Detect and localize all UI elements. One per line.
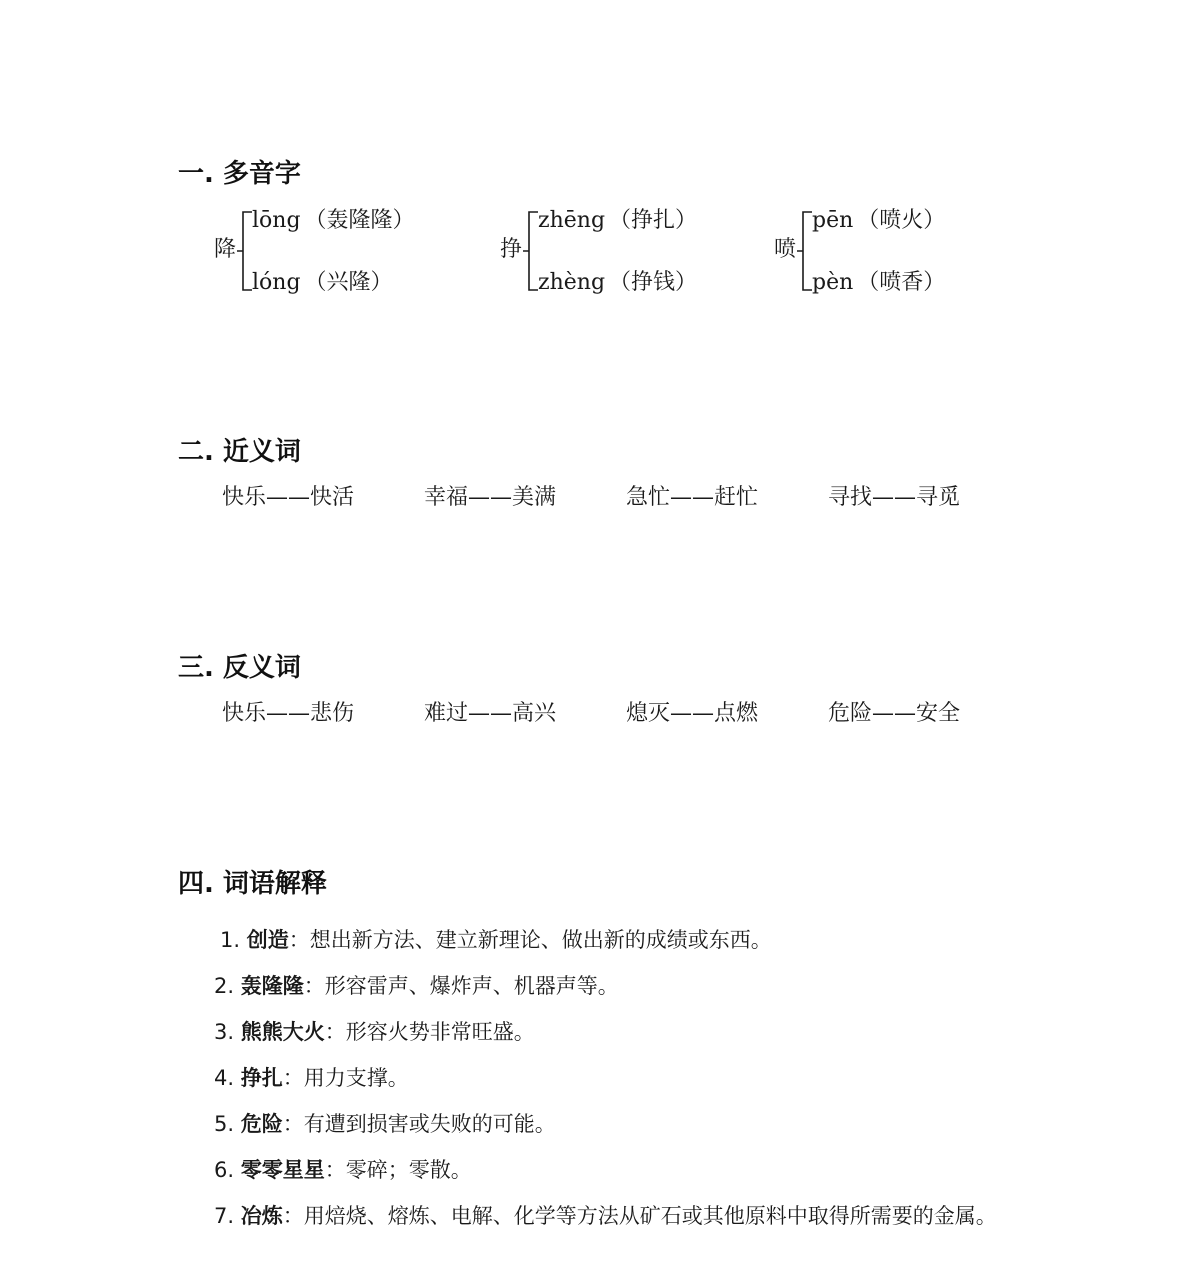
synonym-pair: 快乐——快活: [222, 485, 355, 510]
definition-text: ：形容雷声、爆炸声、机器声等。: [303, 974, 619, 998]
polyphonic-reading: pèn （喷香）: [812, 270, 946, 295]
antonym-pair: 危险——安全: [828, 701, 961, 726]
antonym-pair: 熄灭——点燃: [626, 701, 759, 726]
polyphonic-char: 降: [214, 237, 237, 262]
definition-item: 7. 冶炼：用焙烧、熔炼、电解、化学等方法从矿石或其他原料中取得所需要的金属。: [214, 1204, 997, 1228]
definition-term: 挣扎: [240, 1066, 283, 1090]
section-title-polyphonic: 一. 多音字: [178, 159, 301, 189]
section-title-definitions: 四. 词语解释: [178, 869, 327, 899]
definition-item: 2. 轰隆隆：形容雷声、爆炸声、机器声等。: [214, 974, 619, 998]
definition-item: 1. 创造：想出新方法、建立新理论、做出新的成绩或东西。: [220, 928, 772, 952]
polyphonic-reading: lóng （兴隆）: [252, 270, 393, 295]
definition-item: 5. 危险：有遭到损害或失败的可能。: [214, 1112, 556, 1136]
antonym-pair: 难过——高兴: [424, 701, 557, 726]
definition-term: 危险: [240, 1112, 283, 1136]
definition-term: 冶炼: [240, 1204, 283, 1228]
antonym-pair: 快乐——悲伤: [222, 701, 355, 726]
definition-term: 熊熊大火: [240, 1020, 325, 1044]
definition-text: ：形容火势非常旺盛。: [324, 1020, 535, 1044]
polyphonic-reading: zhèng （挣钱）: [538, 270, 698, 295]
polyphonic-char: 挣: [500, 237, 523, 262]
definition-text: ：用焙烧、熔炼、电解、化学等方法从矿石或其他原料中取得所需要的金属。: [282, 1204, 997, 1228]
synonym-pair: 寻找——寻觅: [828, 485, 961, 510]
section-title-synonyms: 二. 近义词: [178, 437, 301, 467]
definition-term: 轰隆隆: [240, 974, 304, 998]
polyphonic-char: 喷: [774, 237, 797, 262]
definition-text: ：用力支撑。: [282, 1066, 409, 1090]
definition-text: ：零碎；零散。: [324, 1158, 472, 1182]
definition-term: 创造: [246, 928, 289, 952]
polyphonic-reading: pēn （喷火）: [812, 208, 946, 233]
synonym-pair: 幸福——美满: [424, 485, 557, 510]
definition-term: 零零星星: [240, 1158, 325, 1182]
definition-item: 6. 零零星星：零碎；零散。: [214, 1158, 472, 1182]
synonym-pair: 急忙——赶忙: [626, 485, 759, 510]
definition-item: 4. 挣扎：用力支撑。: [214, 1066, 409, 1090]
definition-text: ：想出新方法、建立新理论、做出新的成绩或东西。: [288, 928, 772, 952]
polyphonic-reading: lōng （轰隆隆）: [252, 208, 415, 233]
definition-text: ：有遭到损害或失败的可能。: [282, 1112, 556, 1136]
polyphonic-reading: zhēng （挣扎）: [538, 208, 698, 233]
section-title-antonyms: 三. 反义词: [178, 653, 301, 683]
definition-item: 3. 熊熊大火：形容火势非常旺盛。: [214, 1020, 535, 1044]
